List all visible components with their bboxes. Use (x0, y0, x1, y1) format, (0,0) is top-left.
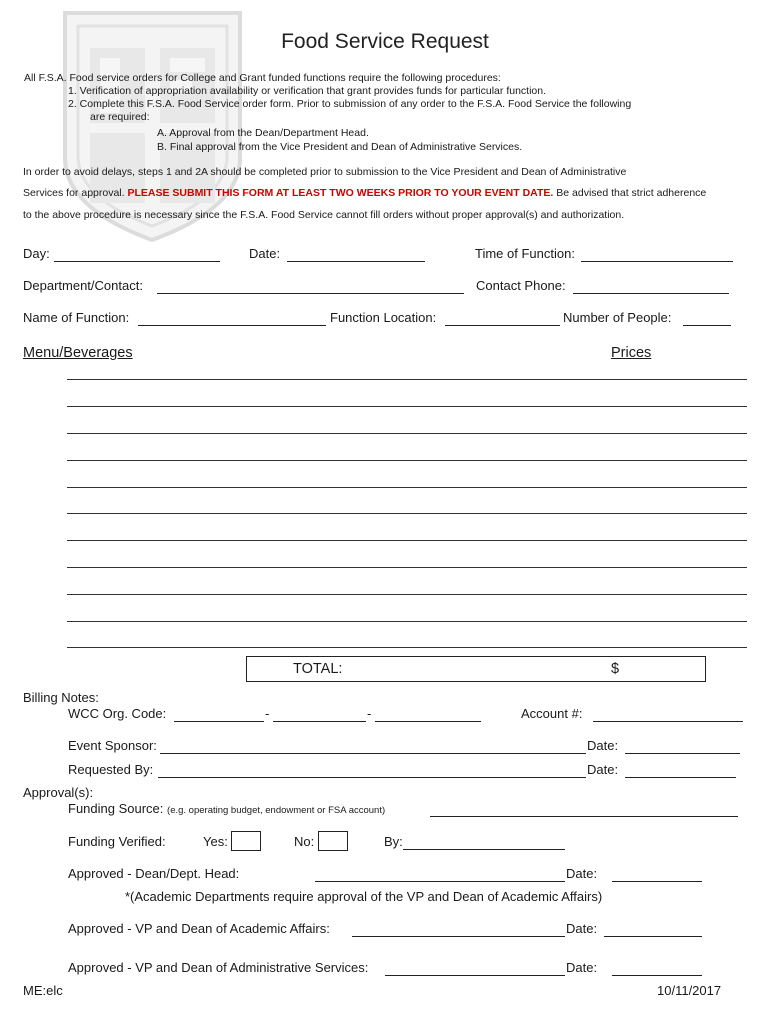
vp-academic-date-label: Date: (566, 921, 598, 936)
no-label: No: (294, 834, 315, 849)
org-code-dash-1: - (265, 706, 270, 721)
intro-step-1: 1. Verification of appropriation availability or verification that grant provides funds for particular function. (68, 85, 547, 97)
yes-checkbox[interactable] (231, 831, 261, 851)
org-code-label: WCC Org. Code: (68, 706, 167, 721)
event-sponsor-date-label: Date: (587, 738, 619, 753)
intro-sub-a: A. Approval from the Dean/Department Head. (157, 127, 369, 139)
event-sponsor-label: Event Sponsor: (68, 738, 157, 753)
event-sponsor-field[interactable] (160, 753, 586, 754)
approvals-label: Approval(s): (23, 785, 94, 800)
function-name-field[interactable] (138, 325, 326, 326)
notice-line-2-post: Be advised that strict adherence (556, 187, 707, 199)
footer-initials: ME:elc (23, 983, 63, 998)
menu-line-5[interactable] (67, 487, 747, 488)
org-code-field-3[interactable] (375, 721, 481, 722)
time-field[interactable] (581, 261, 733, 262)
menu-line-10[interactable] (67, 621, 747, 622)
function-location-label: Function Location: (330, 310, 437, 325)
department-contact-field[interactable] (157, 293, 464, 294)
vp-academic-approval-field[interactable] (352, 936, 565, 937)
requested-by-label: Requested By: (68, 762, 154, 777)
org-code-dash-2: - (367, 706, 372, 721)
funding-source-note: (e.g. operating budget, endowment or FSA account) (167, 805, 386, 816)
requested-by-date-field[interactable] (625, 777, 736, 778)
menu-line-11[interactable] (67, 647, 747, 648)
menu-line-7[interactable] (67, 540, 747, 541)
total-currency: $ (611, 661, 620, 677)
number-of-people-field[interactable] (683, 325, 731, 326)
intro-step-2-cont: are required: (90, 111, 150, 123)
vp-admin-approval-field[interactable] (385, 975, 565, 976)
function-name-label: Name of Function: (23, 310, 130, 325)
funding-source-text: Funding Source: (68, 801, 164, 816)
menu-line-3[interactable] (67, 433, 747, 434)
academic-approval-note: *(Academic Departments require approval of the VP and Dean of Academic Affairs) (125, 889, 603, 904)
intro-lead: All F.S.A. Food service orders for College and Grant funded functions require the following procedures: (24, 72, 501, 84)
vp-admin-approval-label: Approved - VP and Dean of Administrative Services: (68, 960, 369, 975)
time-label: Time of Function: (475, 246, 575, 261)
org-code-field-1[interactable] (174, 721, 264, 722)
date-field[interactable] (287, 261, 425, 262)
total-label: TOTAL: (293, 661, 343, 677)
date-label: Date: (249, 246, 281, 261)
notice-deadline-warning: PLEASE SUBMIT THIS FORM AT LEAST TWO WEEKS PRIOR TO YOUR EVENT DATE. (127, 187, 554, 199)
notice-line-2 (23, 187, 706, 199)
no-checkbox[interactable] (318, 831, 348, 851)
vp-admin-date-field[interactable] (612, 975, 702, 976)
intro-sub-b: B. Final approval from the Vice President and Dean of Administrative Services. (157, 141, 523, 153)
funding-verified-label: Funding Verified: (68, 834, 166, 849)
number-of-people-label: Number of People: (563, 310, 672, 325)
account-number-label: Account #: (521, 706, 583, 721)
footer-revision-date: 10/11/2017 (657, 983, 722, 998)
menu-line-9[interactable] (67, 594, 747, 595)
dean-approval-date-field[interactable] (612, 881, 702, 882)
dean-approval-field[interactable] (315, 881, 565, 882)
dean-approval-label: Approved - Dean/Dept. Head: (68, 866, 240, 881)
form-title: Food Service Request (281, 30, 489, 53)
menu-line-6[interactable] (67, 513, 747, 514)
yes-label: Yes: (203, 834, 228, 849)
vp-academic-date-field[interactable] (604, 936, 702, 937)
contact-phone-label: Contact Phone: (476, 278, 566, 293)
menu-line-1[interactable] (67, 379, 747, 380)
function-location-field[interactable] (445, 325, 560, 326)
by-label: By: (384, 834, 403, 849)
prices-header: Prices (611, 345, 652, 361)
department-contact-label: Department/Contact: (23, 278, 143, 293)
notice-line-2-pre: Services for approval. (23, 187, 125, 199)
requested-by-field[interactable] (158, 777, 586, 778)
vp-academic-approval-label: Approved - VP and Dean of Academic Affairs: (68, 921, 330, 936)
day-label: Day: (23, 246, 50, 261)
billing-notes-label: Billing Notes: (23, 690, 99, 705)
contact-phone-field[interactable] (573, 293, 729, 294)
menu-line-2[interactable] (67, 406, 747, 407)
funding-source-label (68, 801, 385, 816)
funding-source-field[interactable] (430, 816, 738, 817)
vp-admin-date-label: Date: (566, 960, 598, 975)
account-number-field[interactable] (593, 721, 743, 722)
dean-approval-date-label: Date: (566, 866, 598, 881)
menu-line-8[interactable] (67, 567, 747, 568)
notice-line-3: to the above procedure is necessary since the F.S.A. Food Service cannot fill orders without proper approval(s) and authorization. (23, 209, 625, 221)
org-code-field-2[interactable] (273, 721, 366, 722)
event-sponsor-date-field[interactable] (625, 753, 740, 754)
verified-by-field[interactable] (403, 849, 565, 850)
notice-line-1: In order to avoid delays, steps 1 and 2A should be completed prior to submission to the Vice President and Dean of Administrative (23, 166, 627, 178)
intro-step-2: 2. Complete this F.S.A. Food Service order form. Prior to submission of any order to the F.S.A. Food Service the following (68, 98, 632, 110)
menu-beverages-header: Menu/Beverages (23, 345, 133, 361)
menu-line-4[interactable] (67, 460, 747, 461)
day-field[interactable] (54, 261, 220, 262)
requested-by-date-label: Date: (587, 762, 619, 777)
